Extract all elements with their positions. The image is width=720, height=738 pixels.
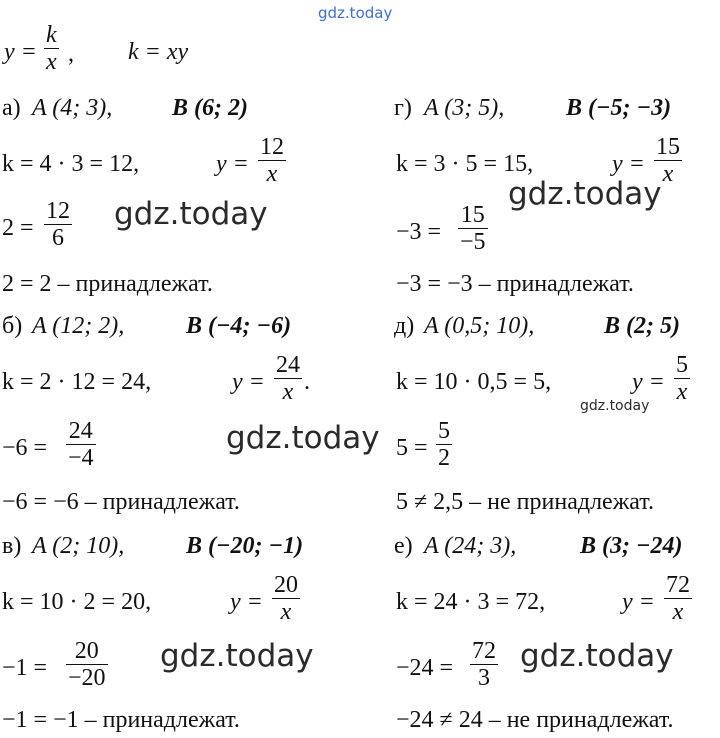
fraction-denominator: −5 [460, 229, 486, 255]
point-e-a: A (24; 3), [424, 533, 517, 559]
fraction-numerator: 12 [46, 198, 70, 224]
fraction-denominator: 2 [438, 445, 450, 471]
formula-k-equals-xy: k = xy [128, 39, 189, 65]
watermark: gdz.today [520, 638, 674, 674]
fraction-denominator: x [662, 161, 674, 187]
fraction-denominator: x [282, 379, 294, 405]
result-v: −1 = −1 – принадлежат. [2, 707, 240, 733]
section-label-e: е) [394, 533, 413, 559]
formula-k-over-x [44, 22, 59, 75]
result-b: −6 = −6 – принадлежат. [2, 489, 240, 515]
fraction-denominator: x [46, 49, 57, 75]
section-label-g: г) [394, 95, 412, 121]
fraction-numerator: 72 [666, 572, 690, 598]
point-d-a: A (0,5; 10), [424, 313, 535, 339]
result-e: −24 ≠ 24 – не принадлежат. [396, 707, 674, 733]
fraction-numerator: k [46, 22, 57, 48]
fraction-numerator: 12 [260, 134, 284, 160]
watermark: gdz.today [160, 638, 314, 674]
fraction-denominator: 3 [478, 665, 490, 691]
watermark: gdz.today [114, 196, 268, 232]
y-lhs-e: y = [622, 589, 655, 615]
fraction-numerator: 24 [68, 418, 93, 444]
check-fraction-d [436, 418, 452, 471]
k-line-v: k = 10 · 2 = 20, [2, 589, 152, 615]
check-lhs-e: −24 = [396, 655, 454, 681]
fraction-denominator: −4 [68, 445, 94, 471]
y-fraction-a [258, 134, 286, 187]
y-fraction-v [272, 572, 300, 625]
y-fraction-d [674, 352, 690, 405]
fraction-numerator: 5 [676, 352, 688, 378]
y-lhs-b: y = [232, 369, 265, 395]
section-label-b: б) [2, 313, 23, 339]
result-d: 5 ≠ 2,5 – не принадлежат. [396, 489, 654, 515]
result-a: 2 = 2 – принадлежат. [2, 271, 213, 297]
point-e-b: B (3; −24) [580, 533, 683, 559]
check-lhs-a: 2 = [2, 215, 34, 241]
check-fraction-g [458, 202, 488, 255]
fraction-numerator: 15 [460, 202, 485, 228]
y-lhs-g: y = [612, 151, 645, 177]
check-fraction-e [470, 638, 498, 691]
y-lhs-d: y = [632, 369, 665, 395]
point-g-a: A (3; 5), [424, 95, 505, 121]
section-label-v: в) [2, 533, 22, 559]
fraction-numerator: 20 [274, 572, 298, 598]
fraction-numerator: 72 [472, 638, 496, 664]
check-fraction-v [66, 638, 108, 691]
fraction-numerator: 15 [656, 134, 680, 160]
check-lhs-g: −3 = [396, 219, 442, 245]
fraction-denominator: x [266, 161, 278, 187]
point-v-a: A (2; 10), [32, 533, 125, 559]
check-lhs-d: 5 = [396, 435, 428, 461]
formula-y-lhs: y = [4, 39, 37, 65]
check-fraction-b [66, 418, 96, 471]
check-lhs-v: −1 = [2, 655, 48, 681]
point-a-b: B (6; 2) [172, 95, 248, 121]
point-d-b: B (2; 5) [604, 313, 680, 339]
formula-comma: , [68, 41, 74, 67]
check-fraction-a [44, 198, 72, 251]
fraction-numerator: 5 [438, 418, 450, 444]
watermark: gdz.today [508, 176, 662, 212]
fraction-numerator: 20 [74, 638, 99, 664]
k-line-e: k = 24 · 3 = 72, [396, 589, 546, 615]
check-lhs-b: −6 = [2, 435, 48, 461]
section-label-a: а) [2, 95, 21, 121]
fraction-denominator: 6 [52, 225, 64, 251]
y-fraction-b [274, 352, 302, 405]
k-line-g: k = 3 · 5 = 15, [396, 151, 534, 177]
result-g: −3 = −3 – принадлежат. [396, 271, 634, 297]
section-label-d: д) [394, 313, 415, 339]
point-b-b: B (−4; −6) [186, 313, 292, 339]
y-fraction-e [664, 572, 692, 625]
point-a-a: A (4; 3), [32, 95, 113, 121]
watermark-small: gdz.today [580, 398, 650, 414]
fraction-denominator: x [280, 599, 292, 625]
watermark: gdz.today [226, 420, 380, 456]
fraction-numerator: 24 [276, 352, 300, 378]
k-line-d: k = 10 · 0,5 = 5, [396, 369, 552, 395]
watermark-top: gdz.today [318, 4, 393, 22]
fraction-denominator: −20 [68, 665, 106, 691]
k-line-b: k = 2 · 12 = 24, [2, 369, 152, 395]
fraction-denominator: x [676, 379, 688, 405]
point-b-a: A (12; 2), [32, 313, 125, 339]
y-tail-b: . [304, 369, 310, 395]
y-lhs-a: y = [216, 151, 249, 177]
point-g-b: B (−5; −3) [566, 95, 672, 121]
point-v-b: B (−20; −1) [186, 533, 304, 559]
y-lhs-v: y = [230, 589, 263, 615]
k-line-a: k = 4 · 3 = 12, [2, 151, 140, 177]
fraction-denominator: x [672, 599, 684, 625]
